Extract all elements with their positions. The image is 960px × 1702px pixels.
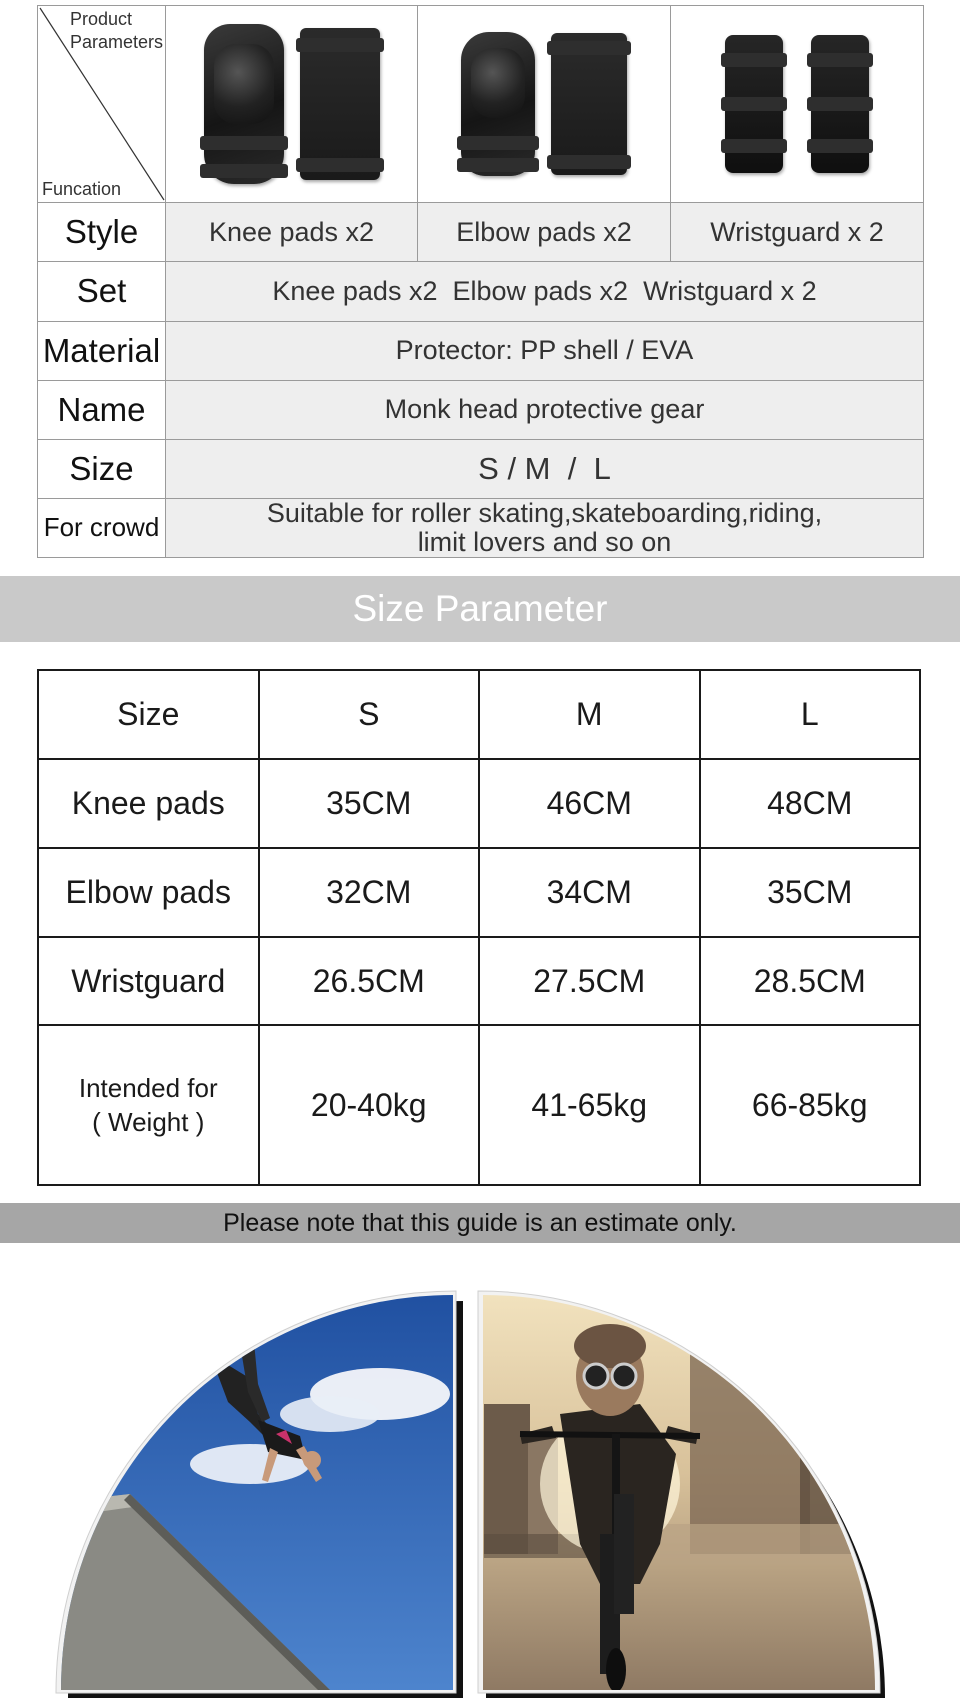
size-table-header bbox=[38, 670, 920, 759]
crowd-row bbox=[38, 498, 924, 557]
wrist-m-value: 27.5CM bbox=[479, 937, 700, 1026]
weight-s-value: 20-40kg bbox=[259, 1025, 480, 1185]
size-header-s: S bbox=[259, 670, 480, 759]
table-row bbox=[38, 937, 920, 1026]
name-label: Name bbox=[38, 380, 166, 439]
material-value: Protector: PP shell / EVA bbox=[166, 321, 924, 380]
crowd-label: For crowd bbox=[38, 498, 166, 557]
skater-photo bbox=[40, 1284, 460, 1702]
corner-bottom-label: Funcation bbox=[42, 179, 122, 200]
corner-top-label: Product Parameters bbox=[69, 9, 163, 53]
table-row bbox=[38, 1025, 920, 1185]
crowd-value-line-1: Suitable for roller skating,skateboarding,riding, bbox=[266, 497, 823, 528]
weight-l-value: 66-85kg bbox=[700, 1025, 921, 1185]
style-knee-value: Knee pads x2 bbox=[166, 203, 418, 262]
size-value: S / M / L bbox=[166, 439, 924, 498]
estimate-note: Please note that this guide is an estimate only. bbox=[0, 1203, 960, 1243]
size-header-l: L bbox=[700, 670, 921, 759]
wristguard-image bbox=[671, 6, 924, 203]
set-value: Knee pads x2 Elbow pads x2 Wristguard x 2 bbox=[166, 262, 924, 321]
elbow-m-value: 34CM bbox=[479, 848, 700, 937]
size-parameter-banner: Size Parameter bbox=[0, 576, 960, 642]
elbow-pad-shell bbox=[461, 32, 535, 176]
name-value: Monk head protective gear bbox=[166, 380, 924, 439]
elbow-pads-image bbox=[418, 6, 671, 203]
name-row bbox=[38, 380, 924, 439]
knee-pads-image bbox=[166, 6, 418, 203]
set-label: Set bbox=[38, 262, 166, 321]
elbow-l-value: 35CM bbox=[700, 848, 921, 937]
size-header-m: M bbox=[479, 670, 700, 759]
row-label-wrist: Wristguard bbox=[38, 937, 259, 1026]
crowd-value-line-2: limit lovers and so on bbox=[417, 526, 672, 557]
product-parameters-table bbox=[37, 5, 924, 558]
knee-m-value: 46CM bbox=[479, 759, 700, 848]
knee-pad-sleeve bbox=[300, 28, 380, 180]
style-row bbox=[38, 203, 924, 262]
row-label-knee: Knee pads bbox=[38, 759, 259, 848]
lifestyle-photos bbox=[0, 1284, 960, 1702]
row-label-weight: Intended for ( Weight ) bbox=[38, 1025, 259, 1185]
knee-l-value: 48CM bbox=[700, 759, 921, 848]
set-row bbox=[38, 262, 924, 321]
style-label: Style bbox=[38, 203, 166, 262]
elbow-pad-sleeve bbox=[551, 33, 627, 175]
size-table bbox=[37, 669, 921, 1186]
crowd-value bbox=[166, 498, 924, 557]
weight-m-value: 41-65kg bbox=[479, 1025, 700, 1185]
style-wrist-value: Wristguard x 2 bbox=[671, 203, 924, 262]
material-label: Material bbox=[38, 321, 166, 380]
size-header-label: Size bbox=[38, 670, 259, 759]
photos-svg bbox=[0, 1284, 960, 1702]
scooter-photo bbox=[480, 1284, 900, 1702]
wrist-l-value: 28.5CM bbox=[700, 937, 921, 1026]
material-row bbox=[38, 321, 924, 380]
table-row bbox=[38, 759, 920, 848]
knee-pad-shell bbox=[204, 24, 284, 184]
size-row bbox=[38, 439, 924, 498]
wrist-s-value: 26.5CM bbox=[259, 937, 480, 1026]
row-label-elbow: Elbow pads bbox=[38, 848, 259, 937]
elbow-s-value: 32CM bbox=[259, 848, 480, 937]
style-elbow-value: Elbow pads x2 bbox=[418, 203, 671, 262]
knee-s-value: 35CM bbox=[259, 759, 480, 848]
size-label: Size bbox=[38, 439, 166, 498]
table-row bbox=[38, 848, 920, 937]
corner-diagonal-cell bbox=[38, 6, 166, 203]
wristguard-left bbox=[725, 35, 783, 173]
wristguard-right bbox=[811, 35, 869, 173]
